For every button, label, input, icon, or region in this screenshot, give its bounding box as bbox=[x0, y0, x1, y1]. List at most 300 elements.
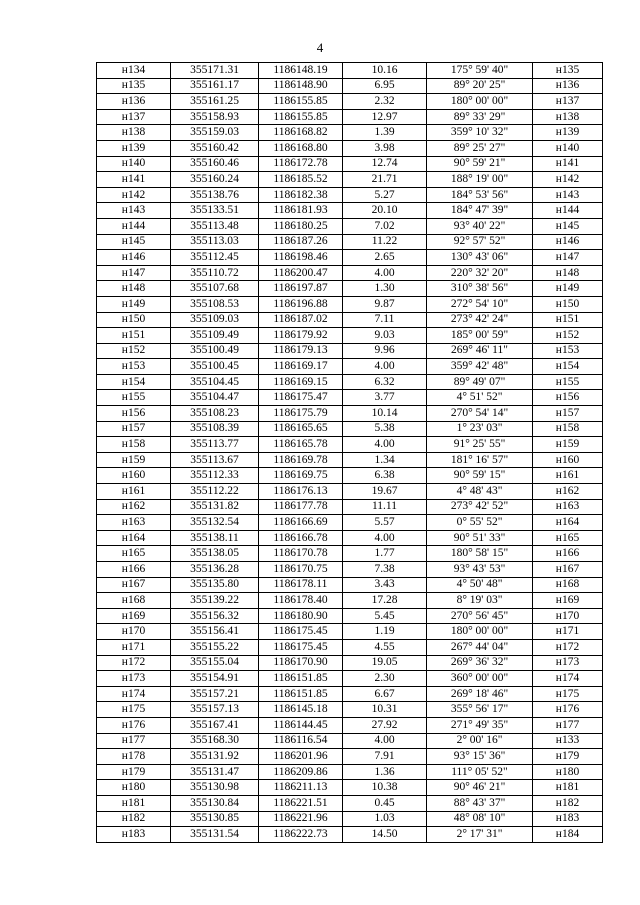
x-coordinate-cell: 355130.84 bbox=[171, 795, 259, 811]
y-coordinate-cell: 1186179.13 bbox=[259, 343, 343, 359]
table-row bbox=[97, 577, 603, 593]
coordinates-table-body bbox=[97, 63, 603, 843]
table-row bbox=[97, 515, 603, 531]
y-coordinate-cell: 1186170.78 bbox=[259, 546, 343, 562]
y-coordinate-cell: 1186169.17 bbox=[259, 359, 343, 375]
length-cell: 10.14 bbox=[343, 406, 427, 422]
point-from-cell: н151 bbox=[97, 328, 171, 344]
point-to-cell: н138 bbox=[533, 109, 603, 125]
length-cell: 6.67 bbox=[343, 686, 427, 702]
table-row bbox=[97, 733, 603, 749]
x-coordinate-cell: 355138.76 bbox=[171, 187, 259, 203]
y-coordinate-cell: 1186144.45 bbox=[259, 717, 343, 733]
x-coordinate-cell: 355130.85 bbox=[171, 811, 259, 827]
direction-angle-cell: 180° 58' 15" bbox=[427, 546, 533, 562]
table-row bbox=[97, 671, 603, 687]
direction-angle-cell: 269° 46' 11" bbox=[427, 343, 533, 359]
table-row bbox=[97, 281, 603, 297]
direction-angle-cell: 185° 00' 59" bbox=[427, 328, 533, 344]
direction-angle-cell: 180° 00' 00" bbox=[427, 94, 533, 110]
length-cell: 4.00 bbox=[343, 359, 427, 375]
y-coordinate-cell: 1186148.19 bbox=[259, 63, 343, 79]
point-to-cell: н179 bbox=[533, 749, 603, 765]
table-row bbox=[97, 562, 603, 578]
direction-angle-cell: 111° 05' 52" bbox=[427, 764, 533, 780]
length-cell: 0.45 bbox=[343, 795, 427, 811]
point-to-cell: н152 bbox=[533, 328, 603, 344]
length-cell: 3.77 bbox=[343, 390, 427, 406]
point-from-cell: н168 bbox=[97, 593, 171, 609]
point-to-cell: н166 bbox=[533, 546, 603, 562]
direction-angle-cell: 220° 32' 20" bbox=[427, 265, 533, 281]
table-row bbox=[97, 390, 603, 406]
point-from-cell: н182 bbox=[97, 811, 171, 827]
point-to-cell: н149 bbox=[533, 281, 603, 297]
x-coordinate-cell: 355171.31 bbox=[171, 63, 259, 79]
length-cell: 4.00 bbox=[343, 437, 427, 453]
direction-angle-cell: 273° 42' 24" bbox=[427, 312, 533, 328]
point-from-cell: н137 bbox=[97, 109, 171, 125]
table-row bbox=[97, 203, 603, 219]
x-coordinate-cell: 355113.67 bbox=[171, 452, 259, 468]
point-from-cell: н172 bbox=[97, 655, 171, 671]
table-row bbox=[97, 78, 603, 94]
x-coordinate-cell: 355104.47 bbox=[171, 390, 259, 406]
length-cell: 17.28 bbox=[343, 593, 427, 609]
length-cell: 5.57 bbox=[343, 515, 427, 531]
x-coordinate-cell: 355138.11 bbox=[171, 530, 259, 546]
x-coordinate-cell: 355109.49 bbox=[171, 328, 259, 344]
direction-angle-cell: 0° 55' 52" bbox=[427, 515, 533, 531]
length-cell: 12.74 bbox=[343, 156, 427, 172]
point-from-cell: н144 bbox=[97, 218, 171, 234]
length-cell: 4.00 bbox=[343, 530, 427, 546]
y-coordinate-cell: 1186169.15 bbox=[259, 374, 343, 390]
direction-angle-cell: 90° 59' 15" bbox=[427, 468, 533, 484]
table-row bbox=[97, 125, 603, 141]
direction-angle-cell: 90° 59' 21" bbox=[427, 156, 533, 172]
point-to-cell: н146 bbox=[533, 234, 603, 250]
x-coordinate-cell: 355100.49 bbox=[171, 343, 259, 359]
y-coordinate-cell: 1186221.96 bbox=[259, 811, 343, 827]
y-coordinate-cell: 1186168.80 bbox=[259, 140, 343, 156]
direction-angle-cell: 267° 44' 04" bbox=[427, 639, 533, 655]
point-to-cell: н162 bbox=[533, 484, 603, 500]
table-row bbox=[97, 702, 603, 718]
length-cell: 2.30 bbox=[343, 671, 427, 687]
x-coordinate-cell: 355107.68 bbox=[171, 281, 259, 297]
table-row bbox=[97, 234, 603, 250]
length-cell: 10.38 bbox=[343, 780, 427, 796]
point-from-cell: н135 bbox=[97, 78, 171, 94]
x-coordinate-cell: 355108.23 bbox=[171, 406, 259, 422]
x-coordinate-cell: 355100.45 bbox=[171, 359, 259, 375]
direction-angle-cell: 359° 42' 48" bbox=[427, 359, 533, 375]
x-coordinate-cell: 355157.21 bbox=[171, 686, 259, 702]
point-to-cell: н177 bbox=[533, 717, 603, 733]
length-cell: 20.10 bbox=[343, 203, 427, 219]
point-to-cell: н148 bbox=[533, 265, 603, 281]
point-from-cell: н181 bbox=[97, 795, 171, 811]
length-cell: 1.34 bbox=[343, 452, 427, 468]
point-to-cell: н159 bbox=[533, 437, 603, 453]
length-cell: 4.00 bbox=[343, 265, 427, 281]
x-coordinate-cell: 355156.41 bbox=[171, 624, 259, 640]
length-cell: 9.03 bbox=[343, 328, 427, 344]
page-number: 4 bbox=[316, 40, 324, 55]
point-to-cell: н156 bbox=[533, 390, 603, 406]
length-cell: 1.30 bbox=[343, 281, 427, 297]
x-coordinate-cell: 355160.46 bbox=[171, 156, 259, 172]
y-coordinate-cell: 1186221.51 bbox=[259, 795, 343, 811]
length-cell: 6.38 bbox=[343, 468, 427, 484]
point-to-cell: н140 bbox=[533, 140, 603, 156]
point-to-cell: н165 bbox=[533, 530, 603, 546]
y-coordinate-cell: 1186172.78 bbox=[259, 156, 343, 172]
length-cell: 10.31 bbox=[343, 702, 427, 718]
point-to-cell: н133 bbox=[533, 733, 603, 749]
x-coordinate-cell: 355112.33 bbox=[171, 468, 259, 484]
table-row bbox=[97, 94, 603, 110]
y-coordinate-cell: 1186151.85 bbox=[259, 686, 343, 702]
point-to-cell: н171 bbox=[533, 624, 603, 640]
x-coordinate-cell: 355113.48 bbox=[171, 218, 259, 234]
x-coordinate-cell: 355135.80 bbox=[171, 577, 259, 593]
x-coordinate-cell: 355168.30 bbox=[171, 733, 259, 749]
direction-angle-cell: 89° 49' 07" bbox=[427, 374, 533, 390]
direction-angle-cell: 89° 33' 29" bbox=[427, 109, 533, 125]
y-coordinate-cell: 1186178.40 bbox=[259, 593, 343, 609]
point-from-cell: н174 bbox=[97, 686, 171, 702]
y-coordinate-cell: 1186116.54 bbox=[259, 733, 343, 749]
point-to-cell: н145 bbox=[533, 218, 603, 234]
x-coordinate-cell: 355139.22 bbox=[171, 593, 259, 609]
x-coordinate-cell: 355155.04 bbox=[171, 655, 259, 671]
point-from-cell: н169 bbox=[97, 608, 171, 624]
direction-angle-cell: 180° 00' 00" bbox=[427, 624, 533, 640]
point-to-cell: н151 bbox=[533, 312, 603, 328]
direction-angle-cell: 184° 47' 39" bbox=[427, 203, 533, 219]
point-to-cell: н183 bbox=[533, 811, 603, 827]
y-coordinate-cell: 1186165.78 bbox=[259, 437, 343, 453]
table-row bbox=[97, 187, 603, 203]
length-cell: 4.00 bbox=[343, 733, 427, 749]
table-row bbox=[97, 624, 603, 640]
y-coordinate-cell: 1186181.93 bbox=[259, 203, 343, 219]
length-cell: 1.03 bbox=[343, 811, 427, 827]
y-coordinate-cell: 1186155.85 bbox=[259, 109, 343, 125]
point-to-cell: н169 bbox=[533, 593, 603, 609]
table-row bbox=[97, 811, 603, 827]
table-row bbox=[97, 764, 603, 780]
length-cell: 2.65 bbox=[343, 250, 427, 266]
x-coordinate-cell: 355109.03 bbox=[171, 312, 259, 328]
direction-angle-cell: 8° 19' 03" bbox=[427, 593, 533, 609]
direction-angle-cell: 4° 51' 52" bbox=[427, 390, 533, 406]
x-coordinate-cell: 355112.22 bbox=[171, 484, 259, 500]
table-row bbox=[97, 546, 603, 562]
point-to-cell: н160 bbox=[533, 452, 603, 468]
point-from-cell: н170 bbox=[97, 624, 171, 640]
direction-angle-cell: 360° 00' 00" bbox=[427, 671, 533, 687]
direction-angle-cell: 93° 43' 53" bbox=[427, 562, 533, 578]
point-from-cell: н142 bbox=[97, 187, 171, 203]
direction-angle-cell: 92° 57' 52" bbox=[427, 234, 533, 250]
table-row bbox=[97, 296, 603, 312]
table-row bbox=[97, 593, 603, 609]
coordinates-table bbox=[96, 62, 603, 843]
x-coordinate-cell: 355112.45 bbox=[171, 250, 259, 266]
length-cell: 9.96 bbox=[343, 343, 427, 359]
table-row bbox=[97, 63, 603, 79]
table-row bbox=[97, 639, 603, 655]
table-row bbox=[97, 499, 603, 515]
y-coordinate-cell: 1186170.90 bbox=[259, 655, 343, 671]
point-to-cell: н172 bbox=[533, 639, 603, 655]
length-cell: 19.67 bbox=[343, 484, 427, 500]
y-coordinate-cell: 1186165.65 bbox=[259, 421, 343, 437]
y-coordinate-cell: 1186166.78 bbox=[259, 530, 343, 546]
direction-angle-cell: 271° 49' 35" bbox=[427, 717, 533, 733]
length-cell: 5.27 bbox=[343, 187, 427, 203]
point-to-cell: н175 bbox=[533, 686, 603, 702]
point-from-cell: н141 bbox=[97, 172, 171, 188]
direction-angle-cell: 93° 40' 22" bbox=[427, 218, 533, 234]
point-to-cell: н168 bbox=[533, 577, 603, 593]
point-from-cell: н179 bbox=[97, 764, 171, 780]
point-from-cell: н177 bbox=[97, 733, 171, 749]
direction-angle-cell: 273° 42' 52" bbox=[427, 499, 533, 515]
direction-angle-cell: 181° 16' 57" bbox=[427, 452, 533, 468]
point-to-cell: н158 bbox=[533, 421, 603, 437]
x-coordinate-cell: 355138.05 bbox=[171, 546, 259, 562]
table-row bbox=[97, 484, 603, 500]
length-cell: 7.02 bbox=[343, 218, 427, 234]
point-from-cell: н156 bbox=[97, 406, 171, 422]
y-coordinate-cell: 1186170.75 bbox=[259, 562, 343, 578]
length-cell: 4.55 bbox=[343, 639, 427, 655]
length-cell: 3.43 bbox=[343, 577, 427, 593]
y-coordinate-cell: 1186168.82 bbox=[259, 125, 343, 141]
y-coordinate-cell: 1186169.78 bbox=[259, 452, 343, 468]
point-from-cell: н134 bbox=[97, 63, 171, 79]
direction-angle-cell: 93° 15' 36" bbox=[427, 749, 533, 765]
y-coordinate-cell: 1186178.11 bbox=[259, 577, 343, 593]
direction-angle-cell: 130° 43' 06" bbox=[427, 250, 533, 266]
x-coordinate-cell: 355160.42 bbox=[171, 140, 259, 156]
direction-angle-cell: 184° 53' 56" bbox=[427, 187, 533, 203]
table-row bbox=[97, 421, 603, 437]
direction-angle-cell: 88° 43' 37" bbox=[427, 795, 533, 811]
point-to-cell: н174 bbox=[533, 671, 603, 687]
x-coordinate-cell: 355130.98 bbox=[171, 780, 259, 796]
y-coordinate-cell: 1186182.38 bbox=[259, 187, 343, 203]
table-row bbox=[97, 250, 603, 266]
point-from-cell: н159 bbox=[97, 452, 171, 468]
point-from-cell: н148 bbox=[97, 281, 171, 297]
point-from-cell: н157 bbox=[97, 421, 171, 437]
direction-angle-cell: 90° 46' 21" bbox=[427, 780, 533, 796]
table-row bbox=[97, 406, 603, 422]
direction-angle-cell: 269° 18' 46" bbox=[427, 686, 533, 702]
table-row bbox=[97, 608, 603, 624]
point-to-cell: н182 bbox=[533, 795, 603, 811]
table-row bbox=[97, 374, 603, 390]
point-to-cell: н184 bbox=[533, 827, 603, 843]
table-row bbox=[97, 452, 603, 468]
point-to-cell: н163 bbox=[533, 499, 603, 515]
direction-angle-cell: 355° 56' 17" bbox=[427, 702, 533, 718]
table-row bbox=[97, 359, 603, 375]
x-coordinate-cell: 355161.25 bbox=[171, 94, 259, 110]
point-to-cell: н137 bbox=[533, 94, 603, 110]
direction-angle-cell: 175° 59' 40" bbox=[427, 63, 533, 79]
x-coordinate-cell: 355158.93 bbox=[171, 109, 259, 125]
point-to-cell: н154 bbox=[533, 359, 603, 375]
length-cell: 27.92 bbox=[343, 717, 427, 733]
point-to-cell: н147 bbox=[533, 250, 603, 266]
length-cell: 10.16 bbox=[343, 63, 427, 79]
x-coordinate-cell: 355131.92 bbox=[171, 749, 259, 765]
point-to-cell: н181 bbox=[533, 780, 603, 796]
y-coordinate-cell: 1186176.13 bbox=[259, 484, 343, 500]
direction-angle-cell: 270° 56' 45" bbox=[427, 608, 533, 624]
point-from-cell: н173 bbox=[97, 671, 171, 687]
point-from-cell: н167 bbox=[97, 577, 171, 593]
point-to-cell: н153 bbox=[533, 343, 603, 359]
direction-angle-cell: 270° 54' 14" bbox=[427, 406, 533, 422]
length-cell: 7.91 bbox=[343, 749, 427, 765]
direction-angle-cell: 91° 25' 55" bbox=[427, 437, 533, 453]
point-to-cell: н155 bbox=[533, 374, 603, 390]
y-coordinate-cell: 1186175.79 bbox=[259, 406, 343, 422]
point-to-cell: н180 bbox=[533, 764, 603, 780]
table-row bbox=[97, 218, 603, 234]
point-from-cell: н171 bbox=[97, 639, 171, 655]
point-to-cell: н161 bbox=[533, 468, 603, 484]
y-coordinate-cell: 1186201.96 bbox=[259, 749, 343, 765]
y-coordinate-cell: 1186166.69 bbox=[259, 515, 343, 531]
y-coordinate-cell: 1186187.02 bbox=[259, 312, 343, 328]
point-from-cell: н154 bbox=[97, 374, 171, 390]
y-coordinate-cell: 1186197.87 bbox=[259, 281, 343, 297]
x-coordinate-cell: 355108.53 bbox=[171, 296, 259, 312]
length-cell: 5.38 bbox=[343, 421, 427, 437]
point-from-cell: н178 bbox=[97, 749, 171, 765]
point-from-cell: н165 bbox=[97, 546, 171, 562]
x-coordinate-cell: 355161.17 bbox=[171, 78, 259, 94]
x-coordinate-cell: 355132.54 bbox=[171, 515, 259, 531]
y-coordinate-cell: 1186200.47 bbox=[259, 265, 343, 281]
length-cell: 1.36 bbox=[343, 764, 427, 780]
length-cell: 2.32 bbox=[343, 94, 427, 110]
length-cell: 7.38 bbox=[343, 562, 427, 578]
table-row bbox=[97, 530, 603, 546]
y-coordinate-cell: 1186177.78 bbox=[259, 499, 343, 515]
y-coordinate-cell: 1186187.26 bbox=[259, 234, 343, 250]
point-to-cell: н142 bbox=[533, 172, 603, 188]
x-coordinate-cell: 355131.47 bbox=[171, 764, 259, 780]
point-from-cell: н175 bbox=[97, 702, 171, 718]
direction-angle-cell: 310° 38' 56" bbox=[427, 281, 533, 297]
y-coordinate-cell: 1186175.45 bbox=[259, 624, 343, 640]
point-from-cell: н139 bbox=[97, 140, 171, 156]
point-from-cell: н183 bbox=[97, 827, 171, 843]
direction-angle-cell: 89° 25' 27" bbox=[427, 140, 533, 156]
table-row bbox=[97, 172, 603, 188]
direction-angle-cell: 2° 17' 31" bbox=[427, 827, 533, 843]
point-to-cell: н143 bbox=[533, 187, 603, 203]
direction-angle-cell: 4° 50' 48" bbox=[427, 577, 533, 593]
y-coordinate-cell: 1186196.88 bbox=[259, 296, 343, 312]
x-coordinate-cell: 355113.77 bbox=[171, 437, 259, 453]
point-from-cell: н150 bbox=[97, 312, 171, 328]
point-to-cell: н135 bbox=[533, 63, 603, 79]
point-from-cell: н180 bbox=[97, 780, 171, 796]
point-from-cell: н164 bbox=[97, 530, 171, 546]
point-from-cell: н158 bbox=[97, 437, 171, 453]
direction-angle-cell: 2° 00' 16" bbox=[427, 733, 533, 749]
y-coordinate-cell: 1186175.45 bbox=[259, 639, 343, 655]
point-to-cell: н157 bbox=[533, 406, 603, 422]
point-to-cell: н150 bbox=[533, 296, 603, 312]
point-from-cell: н162 bbox=[97, 499, 171, 515]
y-coordinate-cell: 1186155.85 bbox=[259, 94, 343, 110]
point-from-cell: н153 bbox=[97, 359, 171, 375]
direction-angle-cell: 269° 36' 32" bbox=[427, 655, 533, 671]
y-coordinate-cell: 1186151.85 bbox=[259, 671, 343, 687]
length-cell: 12.97 bbox=[343, 109, 427, 125]
table-row bbox=[97, 156, 603, 172]
length-cell: 1.39 bbox=[343, 125, 427, 141]
direction-angle-cell: 4° 48' 43" bbox=[427, 484, 533, 500]
direction-angle-cell: 90° 51' 33" bbox=[427, 530, 533, 546]
table-row bbox=[97, 109, 603, 125]
table-row bbox=[97, 780, 603, 796]
table-row bbox=[97, 437, 603, 453]
length-cell: 11.11 bbox=[343, 499, 427, 515]
y-coordinate-cell: 1186175.47 bbox=[259, 390, 343, 406]
point-to-cell: н170 bbox=[533, 608, 603, 624]
x-coordinate-cell: 355108.39 bbox=[171, 421, 259, 437]
x-coordinate-cell: 355133.51 bbox=[171, 203, 259, 219]
table-row bbox=[97, 312, 603, 328]
point-to-cell: н144 bbox=[533, 203, 603, 219]
x-coordinate-cell: 355159.03 bbox=[171, 125, 259, 141]
x-coordinate-cell: 355110.72 bbox=[171, 265, 259, 281]
x-coordinate-cell: 355154.91 bbox=[171, 671, 259, 687]
direction-angle-cell: 89° 20' 25" bbox=[427, 78, 533, 94]
direction-angle-cell: 188° 19' 00" bbox=[427, 172, 533, 188]
x-coordinate-cell: 355131.82 bbox=[171, 499, 259, 515]
table-row bbox=[97, 655, 603, 671]
y-coordinate-cell: 1186185.52 bbox=[259, 172, 343, 188]
length-cell: 6.95 bbox=[343, 78, 427, 94]
point-from-cell: н160 bbox=[97, 468, 171, 484]
point-from-cell: н147 bbox=[97, 265, 171, 281]
length-cell: 19.05 bbox=[343, 655, 427, 671]
length-cell: 11.22 bbox=[343, 234, 427, 250]
y-coordinate-cell: 1186148.90 bbox=[259, 78, 343, 94]
direction-angle-cell: 48° 08' 10" bbox=[427, 811, 533, 827]
y-coordinate-cell: 1186180.25 bbox=[259, 218, 343, 234]
y-coordinate-cell: 1186222.73 bbox=[259, 827, 343, 843]
table-row bbox=[97, 343, 603, 359]
point-from-cell: н146 bbox=[97, 250, 171, 266]
point-from-cell: н155 bbox=[97, 390, 171, 406]
point-from-cell: н166 bbox=[97, 562, 171, 578]
y-coordinate-cell: 1186209.86 bbox=[259, 764, 343, 780]
